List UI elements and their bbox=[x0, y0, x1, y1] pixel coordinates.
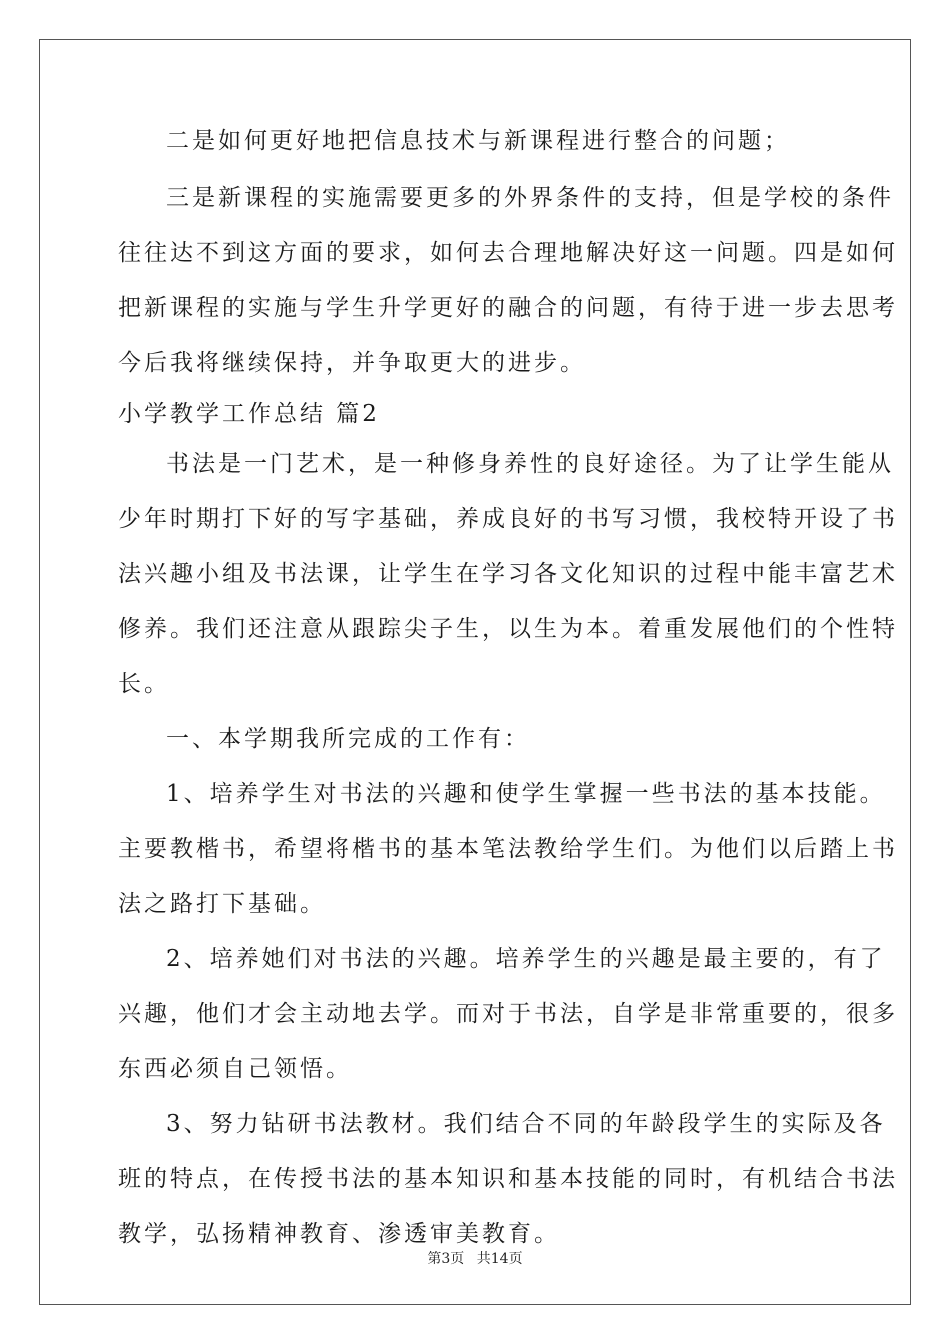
paragraph-line: 书法是一门艺术，是一种修身养性的良好途径。为了让学生能从 bbox=[166, 451, 894, 477]
page-footer bbox=[0, 1248, 950, 1268]
paragraph-line: 往往达不到这方面的要求，如何去合理地解决好这一问题。四是如何 bbox=[118, 240, 898, 266]
paragraph-line: 今后我将继续保持，并争取更大的进步。 bbox=[118, 350, 586, 376]
paragraph-line: 2、培养她们对书法的兴趣。培养学生的兴趣是最主要的，有了 bbox=[166, 946, 886, 972]
paragraph-line: 法之路打下基础。 bbox=[118, 891, 326, 917]
paragraph-line: 二是如何更好地把信息技术与新课程进行整合的问题； bbox=[166, 128, 790, 154]
paragraph-line: 三是新课程的实施需要更多的外界条件的支持，但是学校的条件 bbox=[166, 185, 894, 211]
paragraph-line: 教学，弘扬精神教育、渗透审美教育。 bbox=[118, 1221, 560, 1247]
paragraph-line: 法兴趣小组及书法课，让学生在学习各文化知识的过程中能丰富艺术 bbox=[118, 561, 898, 587]
paragraph-line: 主要教楷书，希望将楷书的基本笔法教给学生们。为他们以后踏上书 bbox=[118, 836, 898, 862]
section-heading: 小学教学工作总结 篇2 bbox=[118, 401, 380, 427]
page-number-total: 共14页 bbox=[476, 1251, 523, 1267]
page-number-current: 第3页 bbox=[427, 1251, 465, 1267]
paragraph-line: 一、本学期我所完成的工作有： bbox=[166, 726, 530, 752]
paragraph-line: 少年时期打下好的写字基础，养成良好的书写习惯，我校特开设了书 bbox=[118, 506, 898, 532]
paragraph-line: 东西必须自己领悟。 bbox=[118, 1056, 352, 1082]
paragraph-line: 兴趣，他们才会主动地去学。而对于书法，自学是非常重要的，很多 bbox=[118, 1001, 898, 1027]
paragraph-line: 班的特点，在传授书法的基本知识和基本技能的同时，有机结合书法 bbox=[118, 1166, 898, 1192]
paragraph-line: 长。 bbox=[118, 671, 170, 697]
paragraph-line: 1、培养学生对书法的兴趣和使学生掌握一些书法的基本技能。 bbox=[166, 781, 886, 807]
paragraph-line: 3、努力钻研书法教材。我们结合不同的年龄段学生的实际及各 bbox=[166, 1111, 886, 1137]
paragraph-line: 修养。我们还注意从跟踪尖子生，以生为本。着重发展他们的个性特 bbox=[118, 616, 898, 642]
paragraph-line: 把新课程的实施与学生升学更好的融合的问题，有待于进一步去思考 bbox=[118, 295, 898, 321]
